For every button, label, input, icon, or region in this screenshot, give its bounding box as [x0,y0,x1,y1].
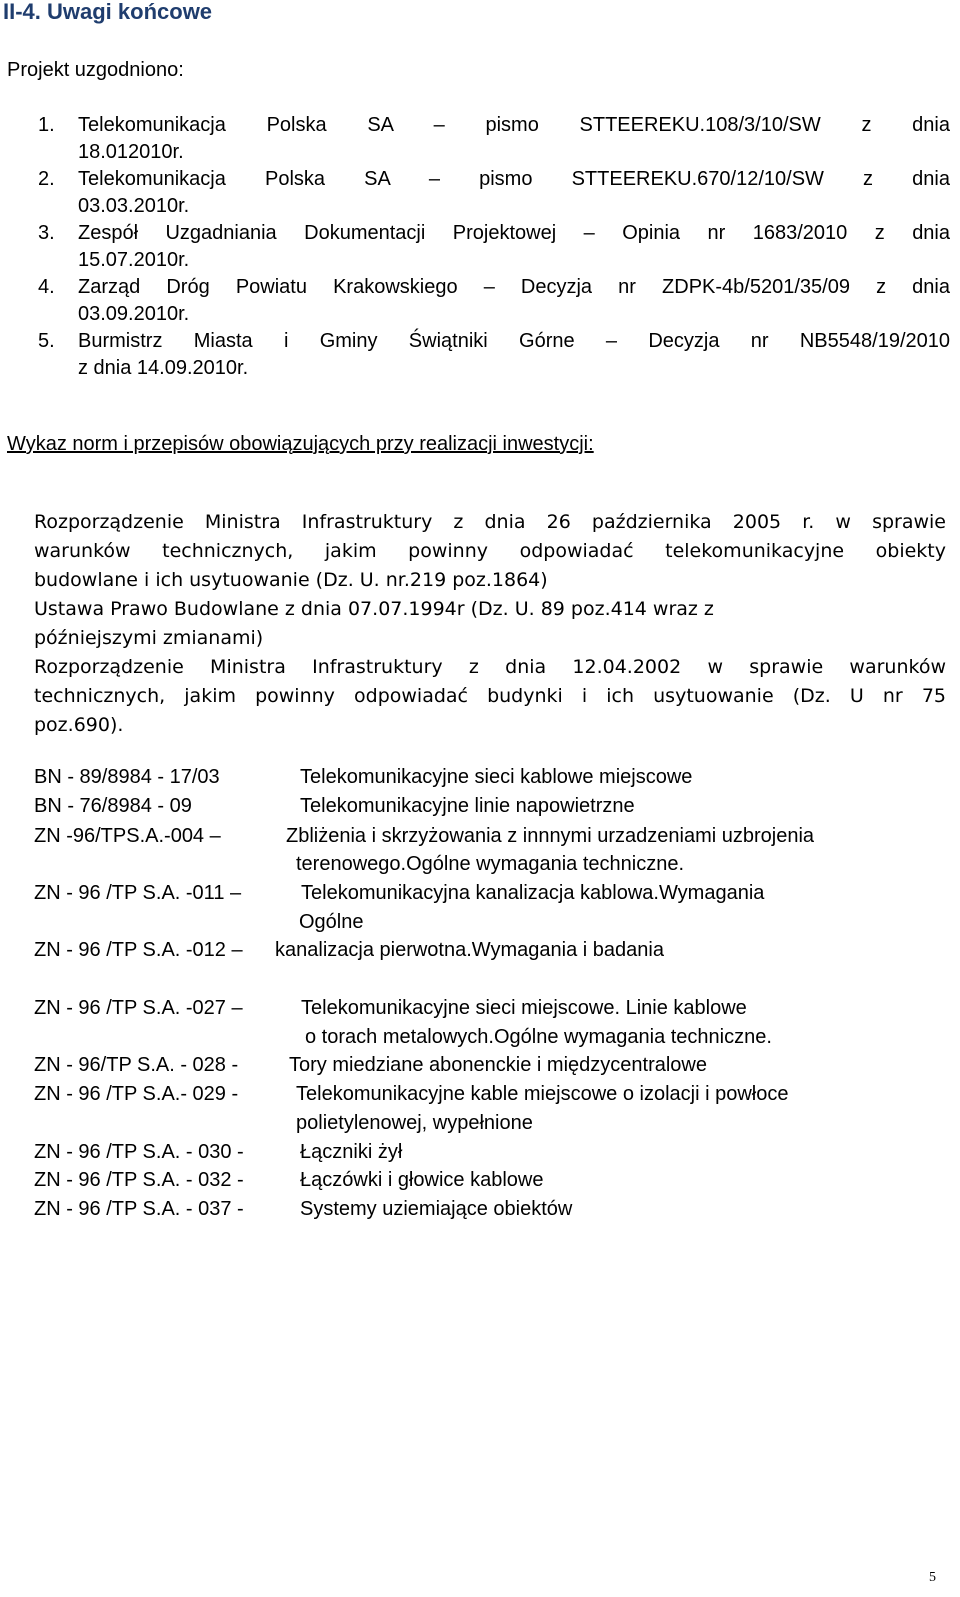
standard-description: Zbliżenia i skrzyżowania z innnymi urzadzeniami uzbrojenia [286,825,815,847]
standard-code: ZN - 96/TP S.A. - 028 - [34,1054,239,1076]
regulations-block [34,508,946,740]
item-number: 3. [38,222,55,244]
consultation-item [38,112,950,166]
standard-description: Telekomunikacyjne sieci miejscowe. Linie kablowe [301,997,747,1019]
standard-row [34,823,950,850]
standard-description: terenowego.Ogólne wymagania techniczne. [296,853,685,875]
page-number: 5 [929,1570,936,1585]
consultation-item [38,274,950,328]
item-text-line: Zespół Uzgadniania Dokumentacji Projektowej – Opinia nr 1683/2010 z dnia [78,222,950,244]
regulation-line: Rozporządzenie Ministra Infrastruktury z dnia 12.04.2002 w sprawie warunków [34,656,946,678]
standard-description: Telekomunikacyjne linie napowietrzne [300,795,635,817]
standard-code: ZN -96/TPS.A.-004 – [34,825,221,847]
consultation-item [38,166,950,220]
standard-description: Ogólne [299,911,364,933]
standard-description: o torach metalowych.Ogólne wymagania techniczne. [305,1026,772,1048]
standard-row [34,1024,950,1051]
standard-row [34,995,950,1022]
item-text-line: Burmistrz Miasta i Gminy Świątniki Górne – Decyzja nr NB5548/19/2010 [78,330,950,352]
intro-text: Projekt uzgodniono: [7,59,184,81]
item-text-line: Telekomunikacja Polska SA – pismo STTEEREKU.670/12/10/SW z dnia [78,168,950,190]
item-number: 1. [38,114,55,136]
norms-heading: Wykaz norm i przepisów obowiązujących przy realizacji inwestycji: [7,433,594,455]
standard-code: ZN - 96 /TP S.A.- 029 - [34,1083,239,1105]
standard-description: Łączówki i głowice kablowe [300,1169,544,1191]
standard-code: BN - 89/8984 - 17/03 [34,766,220,788]
standard-description: polietylenowej, wypełnione [296,1112,533,1134]
standard-row [34,793,950,820]
standard-code: ZN - 96 /TP S.A. -011 – [34,882,242,904]
standard-row [34,851,950,878]
item-number: 5. [38,330,55,352]
standard-row [34,1052,950,1079]
regulation-line: późniejszymi zmianami) [34,627,264,649]
item-text-line: Zarząd Dróg Powiatu Krakowskiego – Decyzja nr ZDPK-4b/5201/35/09 z dnia [78,276,950,298]
regulation-line: poz.690). [34,714,124,736]
standard-code: ZN - 96 /TP S.A. - 037 - [34,1198,244,1220]
standard-row [34,1081,950,1108]
standard-description: Telekomunikacyjne sieci kablowe miejscowe [300,766,693,788]
standard-description: Łączniki żył [300,1141,403,1163]
section-title: II-4. Uwagi końcowe [3,0,213,24]
standard-row [34,1110,950,1137]
regulation-line: budowlane i ich usytuowanie (Dz. U. nr.219 poz.1864) [34,569,548,591]
standard-description: Telekomunikacyjne kable miejscowe o izolacji i powłoce [296,1083,789,1105]
item-number: 2. [38,168,55,190]
item-text-line: 18.012010r. [78,141,184,163]
consultation-item [38,328,950,382]
item-text-line: 03.03.2010r. [78,195,190,217]
standard-description: Systemy uziemiające obiektów [300,1198,573,1220]
standard-code: ZN - 96 /TP S.A. -012 – [34,939,243,961]
regulation-line: Rozporządzenie Ministra Infrastruktury z dnia 26 października 2005 r. w sprawie [34,511,946,533]
regulation-line: Ustawa Prawo Budowlane z dnia 07.07.1994r (Dz. U. 89 poz.414 wraz z [34,598,714,620]
standard-code: ZN - 96 /TP S.A. - 032 - [34,1169,244,1191]
item-number: 4. [38,276,55,298]
standard-row [34,1167,950,1194]
standard-row [34,880,950,907]
standard-code: BN - 76/8984 - 09 [34,795,192,817]
standard-row [34,1139,950,1166]
standard-code: ZN - 96 /TP S.A. - 030 - [34,1141,244,1163]
item-text-line: Telekomunikacja Polska SA – pismo STTEEREKU.108/3/10/SW z dnia [78,114,950,136]
consultation-list [38,112,950,382]
standard-row [34,764,950,791]
standard-description: kanalizacja pierwotna.Wymagania i badania [275,939,664,961]
item-text-line: 03.09.2010r. [78,303,190,325]
regulation-line: warunków technicznych, jakim powinny odpowiadać telekomunikacyjne obiekty [34,540,946,562]
standard-description: Telekomunikacyjna kanalizacja kablowa.Wymagania [301,882,765,904]
standard-description: Tory miedziane abonenckie i międzycentralowe [289,1054,707,1076]
standard-row [34,1196,950,1223]
standard-row [34,909,950,936]
standard-row [34,937,950,964]
item-text-line: z dnia 14.09.2010r. [78,357,249,379]
item-text-line: 15.07.2010r. [78,249,190,271]
consultation-item [38,220,950,274]
standard-code: ZN - 96 /TP S.A. -027 – [34,997,243,1019]
regulation-line: technicznych, jakim powinny odpowiadać budynki i ich usytuowanie (Dz. U nr 75 [34,685,946,707]
